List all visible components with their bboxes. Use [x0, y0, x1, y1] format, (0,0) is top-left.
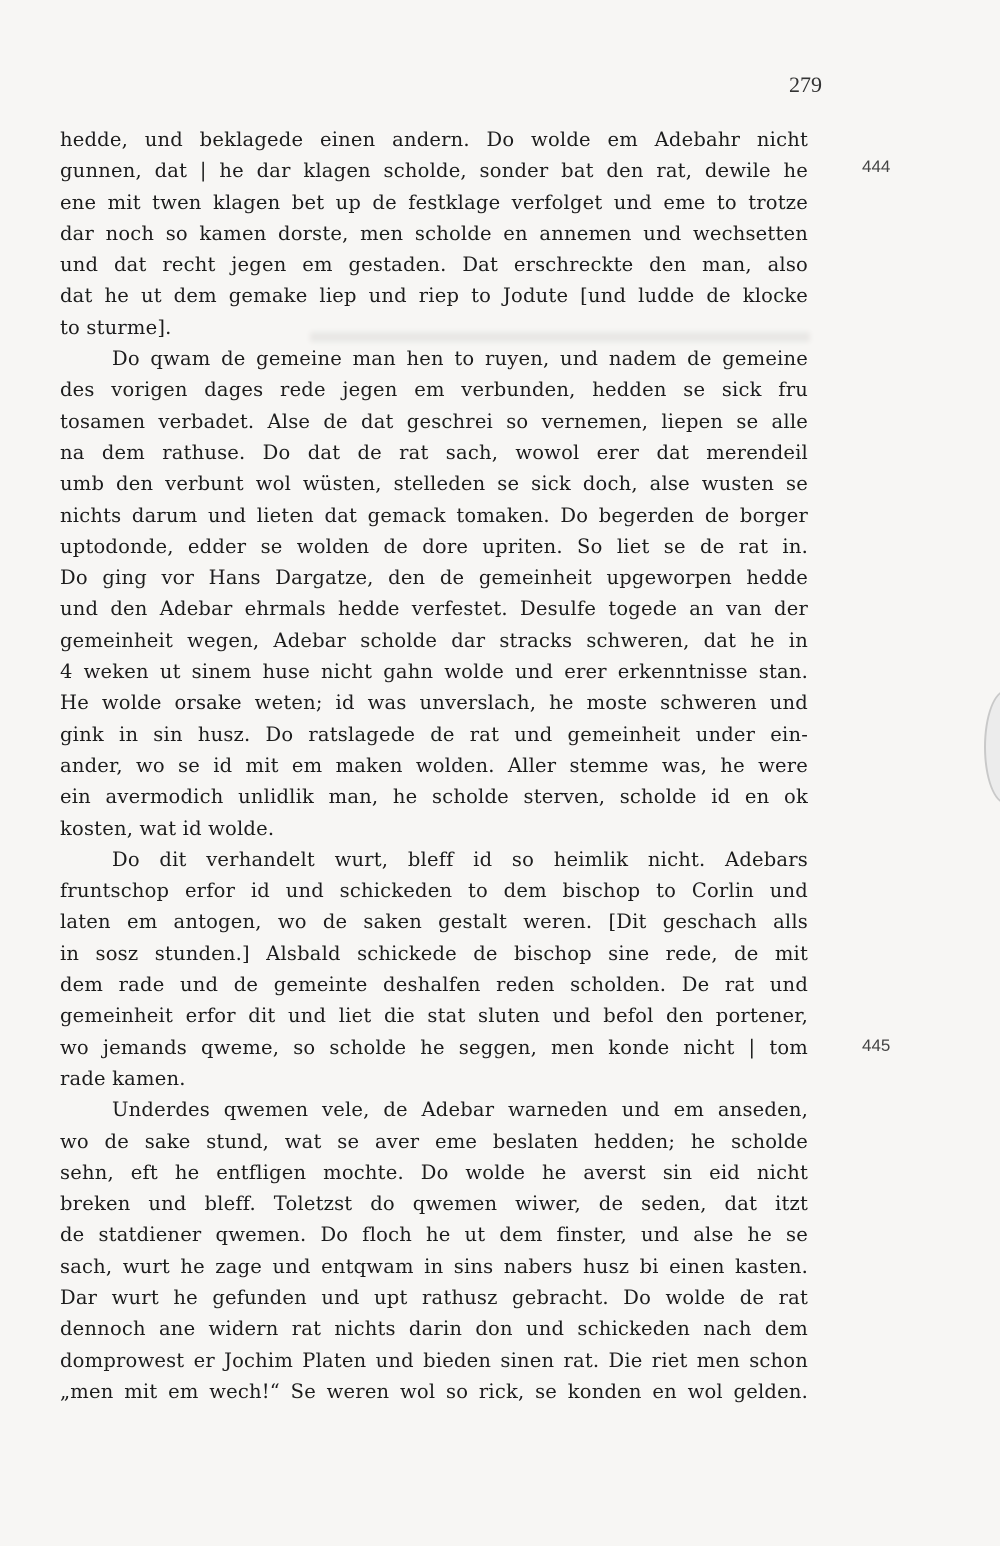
- text-line: Do dit verhandelt wurt, bleff id so heimlik nicht. Adebars: [112, 847, 808, 871]
- text-line: wo jemands qweme, so scholde he seggen, men konde nicht | tom: [60, 1035, 808, 1059]
- text-line: He wolde orsake weten; id was unverslach, he moste schweren und: [60, 691, 808, 715]
- text-line: de statdiener qwemen. Do floch he ut dem finster, und alse he se: [60, 1223, 808, 1247]
- margin-note: 444: [862, 157, 891, 176]
- text-line: dem rade und de gemeinte deshalfen reden scholden. De rat und: [60, 973, 808, 997]
- text-line: to sturme].: [60, 315, 172, 339]
- body-text: [60, 124, 808, 1407]
- text-line: „men mit em wech!“ Se weren wol so rick, se konden en wol gelden.: [60, 1379, 808, 1403]
- text-line: uptodonde, edder se wolden de dore upriten. So liet se de rat in.: [60, 534, 808, 558]
- text-line: Do ging vor Hans Dargatze, den de gemeinheit upgeworpen hedde: [60, 566, 808, 590]
- text-line: dennoch ane widern rat nichts darin don und schickeden nach dem: [60, 1317, 808, 1341]
- text-line: breken und bleff. Toletzst do qwemen wiwer, de seden, dat itzt: [60, 1192, 808, 1216]
- text-line: umb den verbunt wol wüsten, stelleden se sick doch, alse wusten se: [60, 472, 808, 496]
- text-line: wo de sake stund, wat se aver eme beslaten hedden; he scholde: [60, 1129, 808, 1153]
- text-line: in sosz stunden.] Alsbald schickede de bischop sine rede, de mit: [60, 941, 808, 965]
- text-line: nichts darum und lieten dat gemack tomaken. Do begerden de borger: [60, 503, 808, 527]
- text-line: gunnen, dat | he dar klagen scholde, sonder bat den rat, dewile he: [60, 159, 808, 183]
- text-line: Dar wurt he gefunden und upt rathusz gebracht. Do wolde de rat: [60, 1285, 808, 1309]
- text-line: und dat recht jegen em gestaden. Dat erschreckte den man, also: [60, 253, 808, 277]
- text-line: ein avermodich unlidlik man, he scholde sterven, scholde id en ok: [60, 785, 808, 809]
- text-line: des vorigen dages rede jegen em verbunden, hedden se sick fru: [60, 378, 808, 402]
- text-line: na dem rathuse. Do dat de rat sach, wowol erer dat merendeil: [60, 440, 808, 464]
- text-line: hedde, und beklagede einen andern. Do wolde em Adebahr nicht: [60, 128, 808, 151]
- text-line: rade kamen.: [60, 1066, 186, 1090]
- text-line: Underdes qwemen vele, de Adebar warneden und em anseden,: [112, 1098, 808, 1122]
- text-line: gemeinheit erfor dit und liet die stat sluten und befol den portener,: [60, 1004, 808, 1028]
- text-line: dar noch so kamen dorste, men scholde en annemen und wechsetten: [60, 221, 808, 245]
- text-line: gemeinheit wegen, Adebar scholde dar stracks schweren, dat he in: [60, 628, 808, 652]
- text-line: und den Adebar ehrmals hedde verfestet. Desulfe togede an van der: [60, 597, 808, 621]
- text-line: tosamen verbadet. Alse de dat geschrei so vernemen, liepen se alle: [60, 409, 808, 433]
- text-line: dat he ut dem gemake liep und riep to Jodute [und ludde de klocke: [60, 284, 808, 308]
- text-line: kosten, wat id wolde.: [60, 816, 275, 840]
- page-number: 279: [789, 72, 822, 97]
- text-line: ene mit twen klagen bet up de festklage verfolget und eme to trotze: [60, 190, 808, 214]
- text-line: 4 weken ut sinem huse nicht gahn wolde und erer erkenntnisse stan.: [60, 660, 808, 684]
- text-line: Do qwam de gemeine man hen to ruyen, und nadem de gemeine: [112, 347, 808, 371]
- page-edge-shadow: [984, 690, 1000, 804]
- text-line: ander, wo se id mit em maken wolden. Aller stemme was, he were: [60, 753, 808, 777]
- text-line: laten em antogen, wo de saken gestalt weren. [Dit geschach alls: [60, 910, 808, 934]
- text-line: gink in sin husz. Do ratslagede de rat und gemeinheit under ein-: [60, 722, 808, 746]
- margin-note: 445: [862, 1036, 891, 1055]
- text-line: sach, wurt he zage und entqwam in sins nabers husz bi einen kasten.: [60, 1254, 808, 1278]
- text-line: fruntschop erfor id und schickeden to dem bischop to Corlin und: [60, 879, 808, 903]
- text-line: sehn, eft he entfligen mochte. Do wolde he averst sin eid nicht: [60, 1160, 808, 1184]
- text-line: domprowest er Jochim Platen und bieden sinen rat. Die riet men schon: [60, 1348, 808, 1372]
